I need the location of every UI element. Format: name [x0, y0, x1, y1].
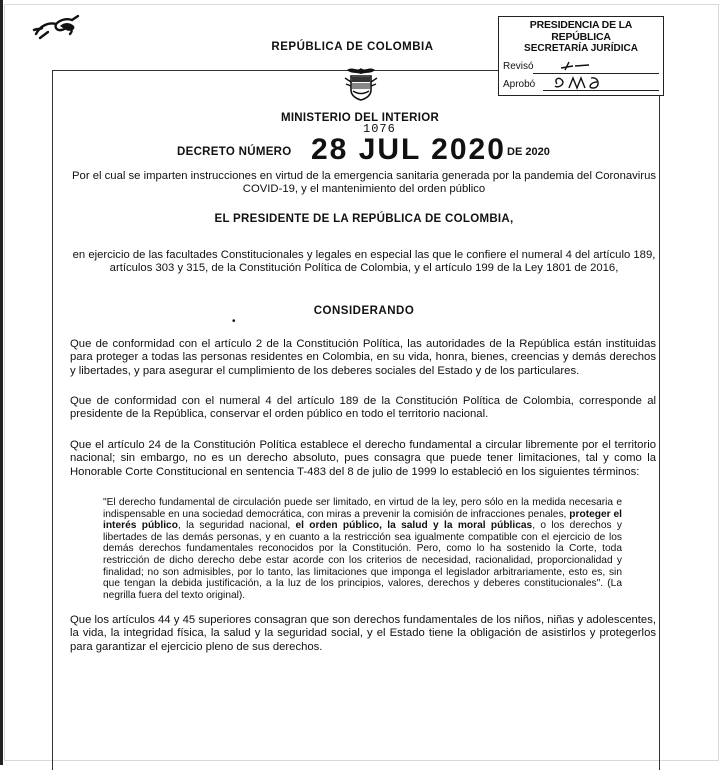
- date-stamp: 28 JUL 2020: [311, 133, 506, 166]
- considerando-heading: CONSIDERANDO: [313, 305, 415, 317]
- decree-year: DE 2020: [507, 146, 550, 158]
- paragraph-article-2: Que de conformidad con el artículo 2 de la Constitución Política, las autoridades de la República están instituidas para proteger a todas las personas residentes en Colombia, en su vida, honra, bienes, creencias y demás derechos y libertades, y para asegurar el cumplimiento de los deberes sociales del Estado y de los particulares.: [70, 338, 656, 377]
- faculties-text: en ejercicio de las facultades Constitucionales y legales en especial las que le confiere el numeral 4 del artículo 189, artículos 303 y 315, de la Constitución Política de Colombia, y el artículo 199 de la Ley 1801 de 2016,: [72, 249, 656, 274]
- scan-dot: •: [232, 316, 236, 327]
- paragraph-article-24: Que el artículo 24 de la Constitución Política establece el derecho fundamental a circular libremente por el territorio nacional; sin embargo, no es un derecho absoluto, pues consagra que puede tener limitaciones, tal y como la Honorable Corte Constitucional en sentencia T-483 del 8 de julio de 1999 lo estableció en los siguientes términos:: [70, 439, 656, 478]
- approval-stamp: [498, 16, 664, 96]
- handwritten-mark-icon: [30, 12, 85, 44]
- stamp-line1: PRESIDENCIA DE LA REPÚBLICA: [529, 19, 633, 43]
- president-heading: EL PRESIDENTE DE LA REPÚBLICA DE COLOMBIA,: [214, 213, 514, 225]
- stamp-aprobo-label: Aprobó: [503, 79, 536, 90]
- quote-bold: el orden público, la salud y la moral públicas: [295, 520, 533, 532]
- decree-subject: Por el cual se imparten instrucciones en virtud de la emergencia sanitaria generada por la pandemia del Coronavirus COVID-19, y el mantenimiento del orden público: [72, 170, 656, 195]
- stamp-reviso-label: Revisó: [503, 61, 534, 72]
- court-quote: [103, 497, 622, 601]
- colombia-coat-of-arms-icon: [343, 64, 379, 102]
- signature-icon: [551, 74, 621, 92]
- quote-text: , la seguridad nacional,: [177, 520, 296, 532]
- quote-bold: proteger el interés público: [103, 508, 622, 532]
- decree-number: 1076: [363, 122, 396, 136]
- paragraph-article-189: Que de conformidad con el numeral 4 del artículo 189 de la Constitución Política de Colombia, corresponde al presidente de la República, conservar el orden público en todo el territorio nacional.: [70, 395, 656, 421]
- quote-text: , o los derechos y libertades de las demás personas, y en cuanto a la restricción sea igualmente compatible con el ejercicio de los demás derechos fundamentales reconocidos por la Constitución. Pero, como lo ha sostenido la Corte, toda restricción de dicho derecho debe estar acorde con los criterios de necesidad, racionalidad, proporcionalidad y finalidad; no son admisibles, por lo tanto, las limitaciones que imponga el legislador arbitrariamente, esto es, sin que tengan la debida justificación, a la luz de los principios, valores, derechos y deberes constitucionales". (La negrilla fuera del texto original).: [103, 520, 623, 601]
- decree-label: DECRETO NÚMERO: [177, 146, 292, 158]
- quote-text: "El derecho fundamental de circulación puede ser limitado, en virtud de la ley, pero sólo en la medida necesaria e indispensable en una sociedad democrática, con miras a prevenir la comisión de infracciones penales,: [103, 497, 622, 520]
- stamp-line2: SECRETARÍA JURÍDICA: [524, 43, 638, 54]
- paragraph-articles-44-45: Que los artículos 44 y 45 superiores consagran que son derechos fundamentales de los niños, niñas y adolescentes, la vida, la integridad física, la salud y la seguridad social, y el Estado tiene la obligación de asistirlos y protegerlos para garantizar el ejercicio pleno de sus derechos.: [70, 614, 656, 653]
- ministry-title: MINISTERIO DEL INTERIOR: [280, 112, 440, 124]
- signature-icon: [559, 60, 599, 72]
- republic-title: REPÚBLICA DE COLOMBIA: [271, 41, 434, 53]
